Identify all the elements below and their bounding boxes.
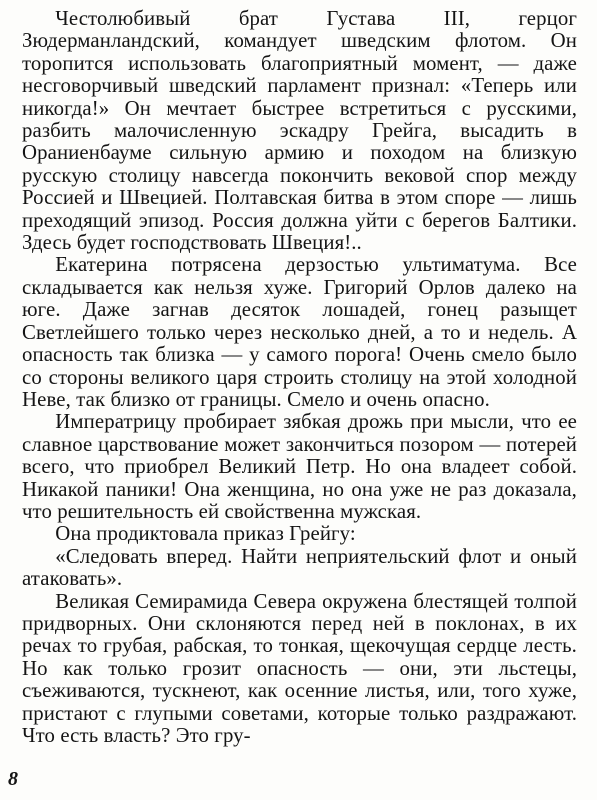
paragraph-2: Екатерина потрясена дерзостью ультиматума. Все складывается как нельзя хуже. Григорий Орлов далеко на юге. Даже загнав десяток лошадей, гонец разыщет Светлейшего только через несколько дней, а то и недель. А опасность так близка — у самого порога! Очень смело было со стороны великого царя строить столицу на этой холодной Неве, так близко от границы. Смело и очень опасно. xyxy=(22,253,577,411)
paragraph-1: Честолюбивый брат Густава III, герцог Зюдерманландский, командует шведским флотом. Он торопится использовать благоприятный момент, — даже несговорчивый шведский парламент признал: «Теперь или никогда!» Он мечтает быстрее встретиться с русскими, разбить малочисленную эскадру Грейга, высадить в Ораниенбауме сильную армию и походом на близкую русскую столицу навсегда покончить вековой спор между Россией и Швецией. Полтавская битва в этом споре — лишь преходящий эпизод. Россия должна уйти с берегов Балтики. Здесь будет господствовать Швеция!.. xyxy=(22,7,577,255)
paragraph-3: Императрицу пробирает зябкая дрожь при мысли, что ее славное царствование может закончиться позором — потерей всего, что приобрел Великий Петр. Но она владеет собой. Никакой паники! Она женщина, но она уже не раз доказала, что решительность ей свойственна мужская. xyxy=(22,410,577,523)
paragraph-6: Великая Семирамида Севера окружена блестящей толпой придворных. Они склоняются перед ней в поклонах, в их речах то грубая, рабская, то тонкая, щекочущая сердце лесть. Но как только грозит опасность — они, эти льстецы, съеживаются, тускнеют, как осенние листья, или, того хуже, пристают с глупыми советами, которые только раздражают. Что есть власть? Это гру- xyxy=(22,589,577,747)
paragraph-4: Она продиктовала приказ Грейгу: xyxy=(55,522,356,546)
paragraph-5: «Следовать вперед. Найти неприятельский флот и оный атаковать». xyxy=(22,544,577,591)
page-number: 8 xyxy=(8,768,18,790)
page-text xyxy=(22,8,577,747)
